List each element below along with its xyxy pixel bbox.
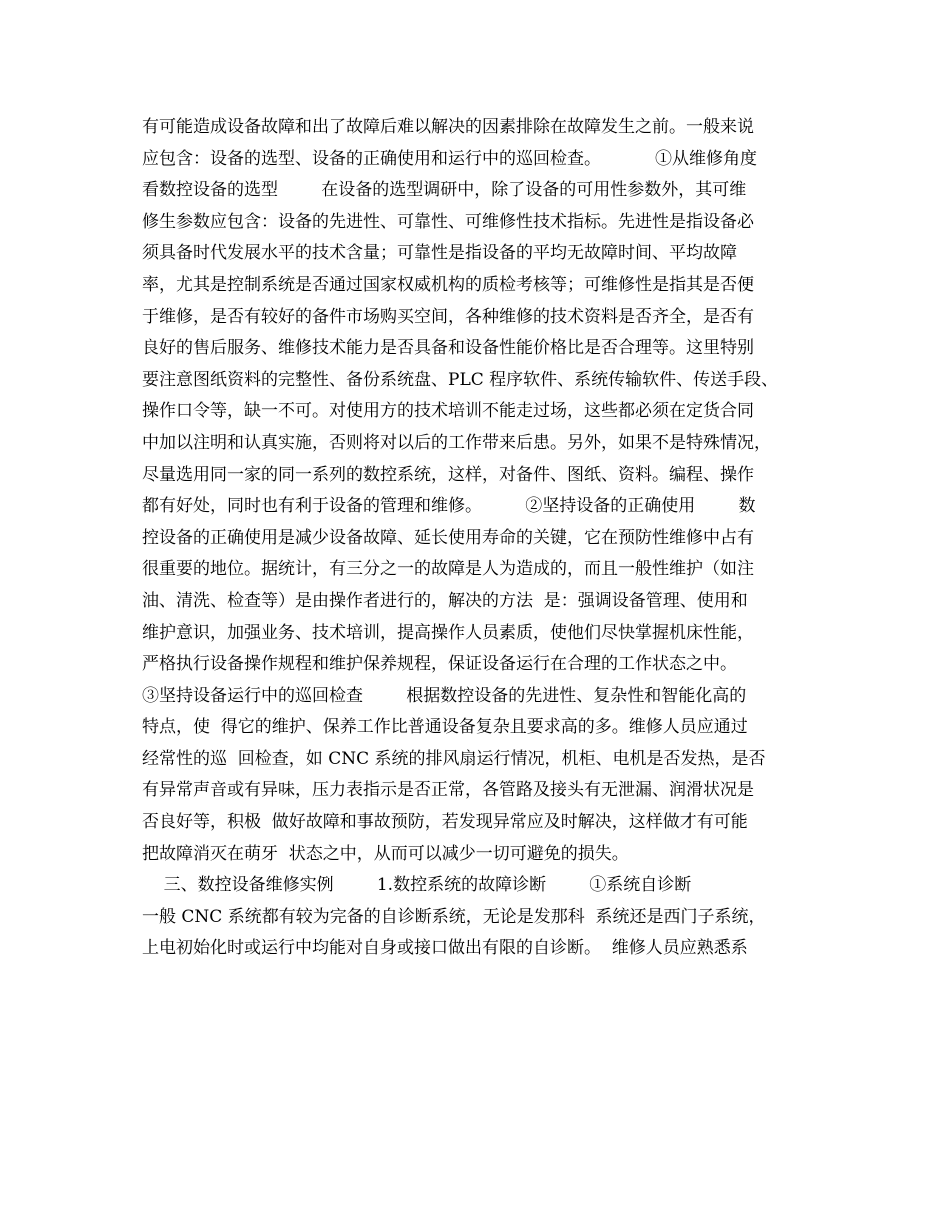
text-line: 严格执行设备操作规程和维护保养规程，保证设备运行在合理的工作状态之中。 xyxy=(142,654,737,675)
text-line: 油、清洗、检查等）是由操作者进行的，解决的方法 是：强调设备管理、使用和 xyxy=(142,590,748,611)
text-line: ③坚持设备运行中的巡回检查 根据数控设备的先进性、复杂性和智能化高的 xyxy=(142,685,747,706)
text-line: 都有好处，同时也有利于设备的管理和维修。 ②坚持设备的正确使用 数 xyxy=(142,496,756,517)
text-line: 经常性的巡 回检查，如 CNC 系统的排风扇运行情况，机柜、电机是否发热，是否 xyxy=(142,748,766,769)
text-line: 否良好等，积极 做好故障和事故预防，若发现异常应及时解决，这样做才有可能 xyxy=(142,812,748,833)
text-line: 维护意识，加强业务、技术培训，提高操作人员素质，使他们尽快掌握机床性能， xyxy=(142,622,754,643)
text-line: 把故障消灭在萌牙 状态之中，从而可以减少一切可避免的损失。 xyxy=(142,843,629,864)
text-line: 修生参数应包含：设备的先进性、可靠性、可维修性技术指标。先进性是指设备必 xyxy=(142,211,754,232)
body-text xyxy=(142,112,832,965)
text-line: 操作口令等，缺一不可。对使用方的技术培训不能走过场，这些都必须在定货合同 xyxy=(142,401,754,422)
text-line: 应包含：设备的选型、设备的正确使用和运行中的巡回检查。 ①从维修角度 xyxy=(142,148,758,169)
text-line: 看数控设备的选型 在设备的选型调研中，除了设备的可用性参数外，其可维 xyxy=(142,180,747,201)
text-line: 上电初始化时或运行中均能对自身或接口做出有限的自诊断。 维修人员应熟悉系 xyxy=(142,938,748,959)
text-line: 要注意图纸资料的完整性、备份系统盘、PLC 程序软件、系统传输软件、传送手段、 xyxy=(142,369,779,390)
text-line: 一般 CNC 系统都有较为完备的自诊断系统，无论是发那科 系统还是西门子系统， xyxy=(142,906,766,927)
text-line: 控设备的正确使用是减少设备故障、延长使用寿命的关键，它在预防性维修中占有 xyxy=(142,527,754,548)
text-line: 特点，使 得它的维护、保养工作比普通设备复杂且要求高的多。维修人员应通过 xyxy=(142,717,748,738)
text-line: 有可能造成设备故障和出了故障后难以解决的因素排除在故障发生之前。一般来说 xyxy=(142,117,754,137)
section-heading-line: 三、数控设备维修实例 1.数控系统的故障诊断 ①系统自诊断 xyxy=(142,875,692,896)
text-line: 有异常声音或有异味，压力表指示是否正常，各管路及接头有无泄漏、润滑状况是 xyxy=(142,780,754,801)
text-line: 于维修，是否有较好的备件市场购买空间，各种维修的技术资料是否齐全，是否有 xyxy=(142,306,754,327)
text-line: 良好的售后服务、维修技术能力是否具备和设备性能价格比是否合理等。这里特别 xyxy=(142,338,754,359)
text-line: 尽量选用同一家的同一系列的数控系统，这样，对备件、图纸、资料。编程、操作 xyxy=(142,464,754,485)
text-line: 很重要的地位。据统计，有三分之一的故障是人为造成的，而且一般性维护（如注 xyxy=(142,559,754,580)
text-line: 率，尤其是控制系统是否通过国家权威机构的质检考核等；可维修性是指其是否便 xyxy=(142,274,754,295)
text-line: 须具备时代发展水平的技术含量；可靠性是指设备的平均无故障时间、平均故障 xyxy=(142,243,737,264)
text-line: 中加以注明和认真实施，否则将对以后的工作带来后患。另外，如果不是特殊情况， xyxy=(142,432,771,453)
